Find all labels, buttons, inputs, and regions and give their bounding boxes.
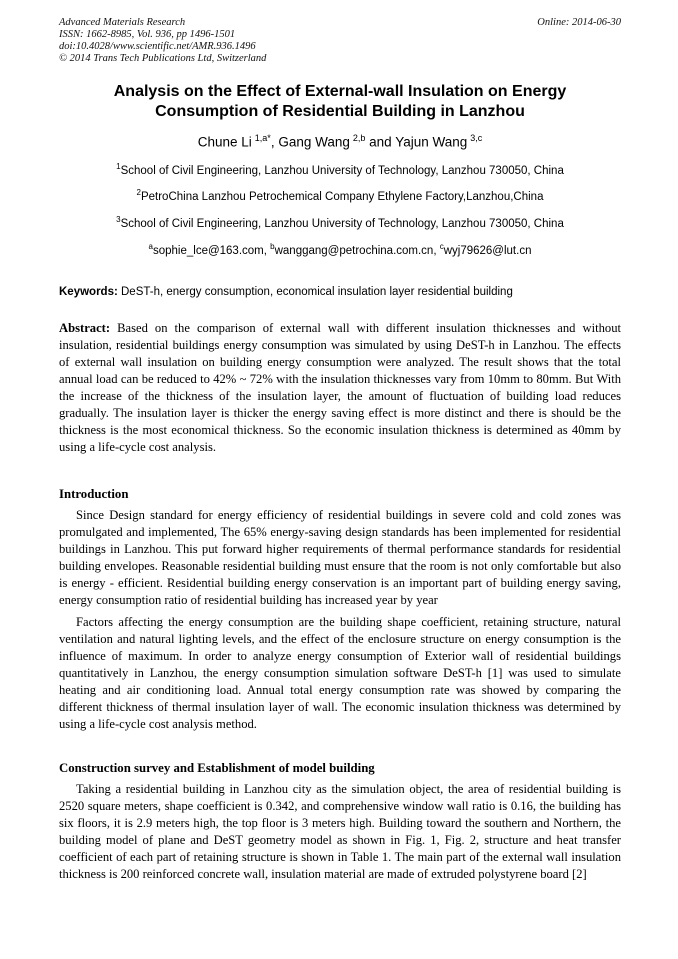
copyright-line: © 2014 Trans Tech Publications Ltd, Switzerland [59,53,267,64]
affiliation-3 [59,213,621,231]
affiliation-1 [59,160,621,178]
author-superscript: 2,b [352,133,366,143]
keywords-line [59,285,621,299]
affiliation-superscript: 3 [116,215,121,225]
abstract [59,320,621,456]
author-emails [59,240,621,258]
email-address: wyj79626@lut.cn [443,244,532,257]
author-superscript: 1,a* [254,133,271,143]
publication-info [59,17,266,65]
journal-name: Advanced Materials Research [59,17,186,28]
email-separator: , [433,244,440,257]
email-address: wanggang@petrochina.com.cn [274,244,434,257]
author-separator: , [270,134,279,150]
publication-header [59,17,621,65]
construction-survey-paragraph-1: Taking a residential building in Lanzhou city as the simulation object, the area of residential building is 2520 square meters, shape coefficient is 0.342, and comprehensive window wall ratio is 0.16, the building has six floors, it is 2.9 meters high, the top floor is 3 meters high. Building toward the southern and Northern, the building model of plane and DeST geometry model as shown in Fig. 1, Fig. 2, structure and heat transfer coefficient of each part of retaining structure is shown in Table 1. The main part of the external wall insulation thickness is 200 reinforced concrete wall, insulation material are made of extruded polystyrene board [2] [59,781,621,881]
authors-line [59,130,621,151]
email-address: sophie_lce@163.com [152,244,264,257]
affiliation-superscript: 2 [136,188,141,198]
author-superscript: 3,c [470,133,483,143]
issn-line: ISSN: 1662-8985, Vol. 936, pp 1496-1501 [59,29,236,40]
author-name: Chune Li [197,134,252,150]
author-name: Yajun Wang [395,134,468,150]
section-heading-introduction: Introduction [59,486,129,501]
affiliation-text: PetroChina Lanzhou Petrochemical Company Ethylene Factory,Lanzhou,China [140,191,544,204]
introduction-paragraph-2: Factors affecting the energy consumption are the building shape coefficient, retaining structure, natural ventilation and natural lighting levels, and the effect of the enclosure structure on energy consumption is the influence of maximum. In order to analyze energy consumption of Exterior wall of residential buildings quantitatively in Lanzhou, the energy consumption simulation software DeST-h [1] was used to simulate heating and air conditioning load. Annual total energy consumption rate was showed by comparing the different thickness of thermal insulation layer of wall. The economic insulation thickness was determined by using a life-cycle cost analysis method. [59,614,621,731]
author-separator: and [365,134,396,150]
paper-title-line1: Analysis on the Effect of External-wall Insulation on Energy [113,83,567,100]
paper-title [59,82,621,121]
affiliation-2 [59,186,621,204]
email-superscript: a [148,241,153,251]
keywords-label: Keywords: [59,285,118,298]
email-superscript: b [270,241,275,251]
keywords-text: DeST-h, energy consumption, economical insulation layer residential building [121,285,513,298]
introduction-paragraph-1: Since Design standard for energy efficiency of residential buildings in severe cold and cold zones was promulgated and implemented, The 65% energy-saving design standards has been implemented for residential buildings in Lanzhou. This put forward higher requirements of thermal performance standards for residential building envelopes. Reasonable residential building must ensure that the room is not only comfortable but also is energy - efficient. Residential building energy conservation is an important part of building energy saving, energy consumption ratio of residential building has increased year by year [59,507,621,607]
abstract-text: Based on the comparison of external wall with different insulation thicknesses and without insulation, residential buildings energy consumption was simulated by using DeST-h in Lanzhou. The effects of external wall insulation on building energy consumption were analyzed. The result shows that the total annual load can be reduced to 42% ~ 72% with the insulation thicknesses vary from 10mm to 80mm. But With the increase of the thickness of the insulation layer, the amount of fluctuation of building load reduces gradually. The insulation layer is thicker the energy saving effect is more distinct and there is should be the thickness is the most economical thickness. So the economic insulation thickness is determined as 40mm by using a life-cycle cost analysis. [59,320,621,454]
author-name: Gang Wang [278,134,350,150]
affiliation-text: School of Civil Engineering, Lanzhou University of Technology, Lanzhou 730050, China [120,217,564,230]
paper-title-line2: Consumption of Residential Building in Lanzhou [155,102,525,120]
email-superscript: c [439,241,444,251]
abstract-label: Abstract: [59,320,111,335]
affiliation-text: School of Civil Engineering, Lanzhou University of Technology, Lanzhou 730050, China [120,164,564,177]
email-separator: , [263,244,271,257]
doi-line: doi:10.4028/www.scientific.net/AMR.936.1496 [59,41,256,52]
affiliation-superscript: 1 [116,161,121,171]
section-heading-construction-survey: Construction survey and Establishment of model building [59,760,375,775]
online-date: Online: 2014-06-30 [537,17,621,28]
